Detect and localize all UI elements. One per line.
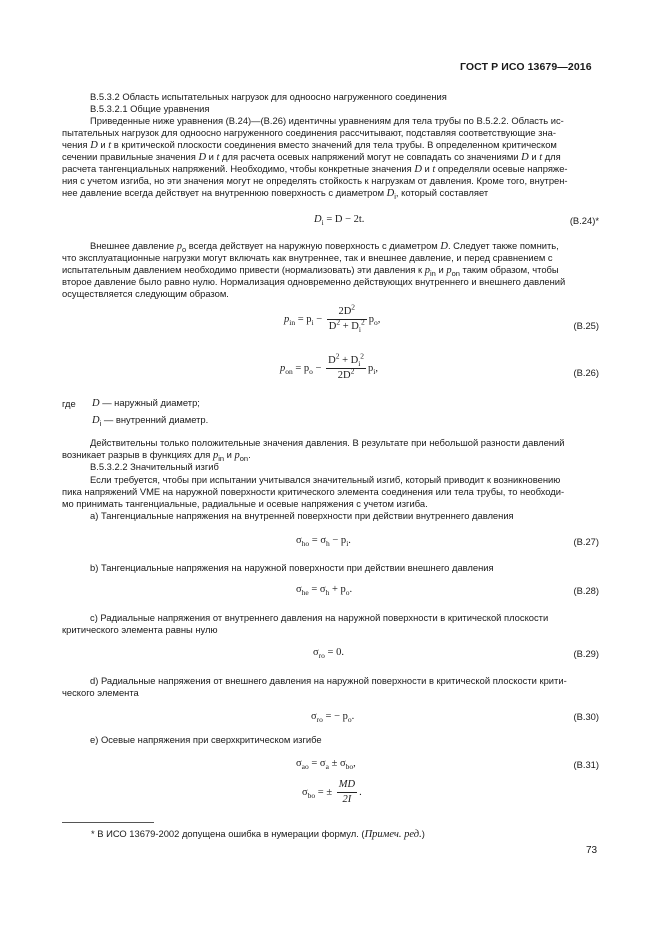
paragraph-line: нее давление всегда действует на внутреннюю поверхность с диаметром $D_i$, который составляет [62,187,489,201]
paragraph-line: ния с учетом изгиба, но эти значения могут не определять стойкость к нагрузкам от давления. Кроме того, внутрен- [62,175,568,186]
subsection-heading: В.5.3.2.1 Общие уравнения [90,103,210,114]
paragraph-line: Внешнее давление $p_o$ всегда действует на наружную поверхность с диаметром D. Следует также помнить, [90,240,559,254]
equation-b30: $\sigma_{ro}$ = − $p_o$. [311,711,355,725]
equation-b29: $\sigma_{ro} = 0$. [313,647,344,661]
equation-number: (В.28) [573,585,599,596]
paragraph-line: расчета тангенциальных напряжений. Необходимо, чтобы конкретные значения D и t определяли осевые напряже- [62,163,568,175]
footnote-divider [62,822,154,823]
fraction: $\frac{2D^2}{D^2 + D_i^2}$ [328,302,365,335]
equation-number: (В.25) [573,320,599,331]
paragraph-line: мо принимать тангенциальные, радиальные и осевые напряжения с учетом изгиба. [62,498,428,509]
equation-b24: $D_i = D - 2t$. [314,214,365,228]
equation-sigma-bo: $\sigma_{bo}$ = ± $\frac{MD}{2I}$ . [302,779,362,805]
equation-number: (В.26) [573,367,599,378]
section-heading: В.5.3.2 Область испытательных нагрузок для одноосно нагруженного соединения [90,91,447,102]
equation-number: (В.27) [573,536,599,547]
fraction: $\frac{MD}{2I}$ [338,779,356,805]
paragraph-line: возникает разрыв в функциях для $p_{in}$ и $p_{on}$. [62,449,251,463]
page-number: 73 [586,845,598,856]
paragraph-line: Действительны только положительные значения давления. В результате при небольшой разности давлений [90,437,565,448]
list-item: ческого элемента [62,687,139,698]
paragraph-line: Приведенные ниже уравнения (В.24)—(В.26) идентичны уравнениям для тела трубы по В.5.2.2. Область ис- [90,115,564,126]
list-item: критического элемента равны нулю [62,624,218,635]
equation-b26: $p_{on} = p_o$ − $\frac{D^2 + D_i^2}{2D^2}$ $p_i$, [280,351,379,381]
paragraph-line: Если требуется, чтобы при испытании учитывался значительный изгиб, который приводит к возникновению [90,474,561,485]
list-item: a) Тангенциальные напряжения на внутренней поверхности при действии внутреннего давления [90,510,514,521]
list-item: e) Осевые напряжения при сверхкритическом изгибе [90,734,322,745]
equation-b28: $\sigma_{he} = \sigma_h + p_o$. [296,584,353,598]
fraction: $\frac{D^2 + D_i^2}{2D^2}$ [328,351,365,381]
equation-number: (В.29) [573,648,599,659]
paragraph-line: испытательным давлением необходимо привести (нормализовать) эти давления к $p_{in}$ и $p_{on}$ таким образом, чтобы [62,264,559,278]
where-label: где [62,398,76,409]
paragraph-line: пытательных нагрузок для одноосно нагруженного соединения рассчитывают, подставляя соответствующие зна- [62,127,556,138]
list-item: d) Радиальные напряжения от внешнего давления на наружной поверхности в критической плоскости крити- [90,675,567,686]
equation-b31: $\sigma_{ao} = \sigma_a \pm \sigma_{bo}$, [296,758,356,772]
paragraph-line: что эксплуатационные нагрузки могут включать как внутреннее, так и внешнее давление, и перед сравнением с [62,252,553,263]
paragraph-line: осуществляется следующим образом. [62,288,229,299]
document-header: ГОСТ Р ИСО 13679—2016 [460,61,592,73]
equation-b27: $\sigma_{ho} = \sigma_h - p_i$. [296,535,351,549]
paragraph-line: второе давление было равно нулю. Нормализация одновременно действующих внутреннего и внешнего давлений [62,276,566,287]
equation-number: (В.24)* [569,215,599,226]
subsection-heading: В.5.3.2.2 Значительный изгиб [90,461,219,472]
equation-number: (В.30) [573,711,599,722]
paragraph-line: пика напряжений VME на наружной поверхности критического элемента соединения или тела трубы, то необходи- [62,486,565,497]
list-item: c) Радиальные напряжения от внутреннего давления на наружной поверхности в критической плоскости [90,612,549,623]
equation-b25: $p_{in} = p_i$ − $\frac{2D^2}{D^2 + D_i^2}$ $p_o$, [284,302,381,335]
equation-number: (В.31) [573,759,599,770]
paragraph-line: чения D и t в критической плоскости соединения вместо значений для тела трубы. В определенном критическом [62,139,557,151]
list-item: b) Тангенциальные напряжения на наружной поверхности при действии внешнего давления [90,562,494,573]
paragraph-line: сечении правильные значения D и t для расчета осевых напряжений могут не совпадать со значениями D и t для [62,151,561,163]
definition-outer-diameter: D — наружный диаметр; [92,397,200,409]
footnote: * В ИСО 13679-2002 допущена ошибка в нумерации формул. (Примеч. ред.) [91,828,425,840]
definition-inner-diameter: $D_i$ — внутренний диаметр. [92,414,209,428]
